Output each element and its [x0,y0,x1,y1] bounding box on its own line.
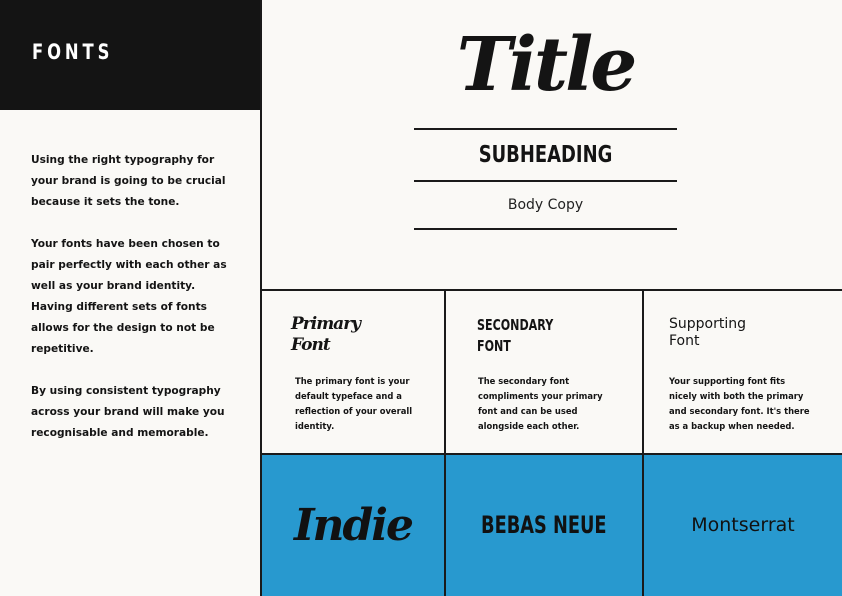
intro-paragraph-1: Using the right typography for your brand is going to be crucial because it sets the tone. [31,154,226,208]
intro-paragraph-3: By using consistent typography across your brand will make you recognisable and memorable. [31,385,225,439]
primary-font-heading: Primary Font [291,314,361,355]
intro-text [31,150,236,444]
secondary-font-sample: BEBAS NEUE [481,511,607,539]
hero-rule-bottom [414,228,677,230]
hero-body-sample: Body Copy [507,197,584,213]
header-block [0,0,261,110]
page-title: FONTS [32,40,114,64]
hero-rule-middle [414,180,677,182]
intro-paragraph-2: Your fonts have been chosen to pair perfectly with each other as well as your brand identity. Having different sets of fonts allows for the design to not be repetitive. [31,238,227,355]
secondary-font-heading: SECONDARY FONT [477,316,554,355]
primary-font-sample: Indie [293,499,413,551]
hero-subheading-sample: SUBHEADING [478,142,613,168]
supporting-font-description: Your supporting font fits nicely with both the primary and secondary font. It's there as a backup when needed. [669,376,810,431]
grid-rule-middle [261,453,842,455]
primary-font-description: The primary font is your default typeface and a reflection of your overall identity. [295,376,413,431]
hero-rule-top [414,128,677,130]
supporting-font-sample: Montserrat [691,514,795,536]
secondary-font-description: The secondary font compliments your primary font and can be used alongside each other. [478,376,603,431]
grid-rule-top [261,289,842,291]
hero-title-sample: Title [456,22,635,108]
supporting-font-heading: Supporting Font [669,316,746,349]
